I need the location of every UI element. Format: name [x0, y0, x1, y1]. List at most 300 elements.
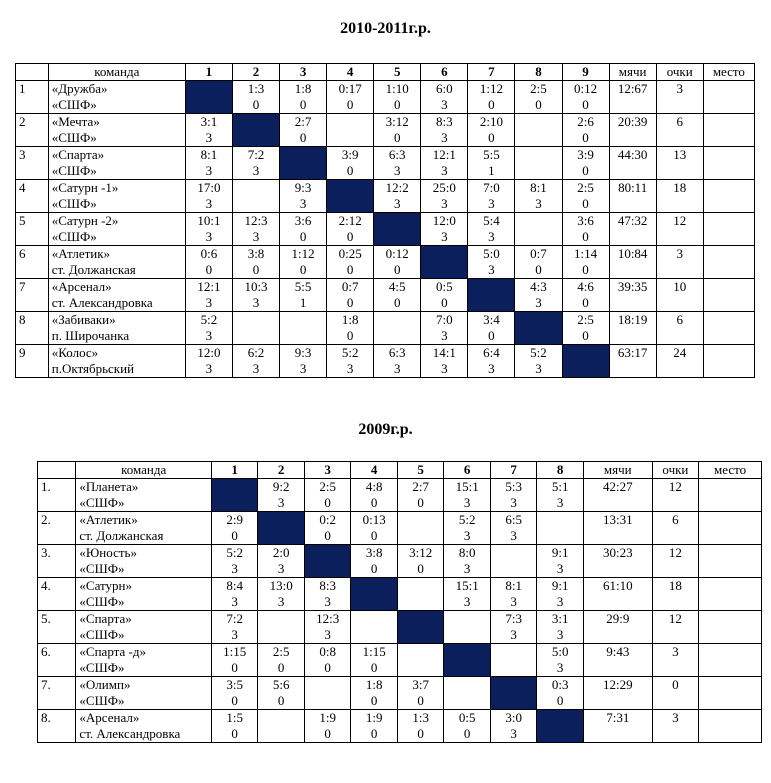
table-row: [38, 611, 762, 628]
points-cell: 3: [185, 361, 232, 378]
score-cell: [515, 213, 562, 230]
points-cell: 0: [327, 97, 374, 114]
score-cell: 2:6: [562, 114, 609, 131]
points-cell: 0: [562, 163, 609, 180]
score-cell: 1:9: [351, 710, 398, 727]
points-cell: 0: [211, 660, 258, 677]
points-cell: 0: [421, 295, 468, 312]
points-cell: 0: [258, 693, 305, 710]
score-cell: 5:0: [468, 246, 515, 263]
points-cell: 0: [468, 328, 515, 345]
row-number: 6: [16, 246, 49, 279]
place-cell: [699, 479, 762, 512]
team-name: «Сатурн -1»: [48, 180, 185, 197]
score-cell: 12:2: [374, 180, 421, 197]
score-cell: 3:0: [490, 710, 537, 727]
table-row: [38, 545, 762, 562]
score-cell: 0:17: [327, 81, 374, 98]
points-cell: 0: [211, 528, 258, 545]
header-points: очки: [652, 462, 699, 479]
team-location: «СШФ»: [76, 561, 211, 578]
balls-total: 18:19: [609, 312, 656, 345]
score-cell: [258, 710, 305, 727]
team-name: «Спарта -д»: [76, 644, 211, 661]
score-cell: 0:8: [304, 644, 351, 661]
points-cell: 3: [421, 163, 468, 180]
row-number: 2.: [38, 512, 76, 545]
table-row: [38, 479, 762, 496]
row-number: 3: [16, 147, 49, 180]
points-cell: 3: [232, 163, 279, 180]
points-total: 3: [656, 81, 703, 114]
score-cell: 8:3: [421, 114, 468, 131]
place-cell: [703, 246, 754, 279]
points-cell: [515, 163, 562, 180]
points-cell: 3: [537, 594, 584, 611]
standings-table-2009: [37, 461, 762, 743]
points-cell: 3: [185, 130, 232, 147]
score-cell: [444, 677, 491, 694]
points-cell: 0: [327, 328, 374, 345]
points-cell: 0: [232, 262, 279, 279]
balls-total: 9:43: [583, 644, 652, 677]
score-cell: 2:7: [280, 114, 327, 131]
balls-total: 20:39: [609, 114, 656, 147]
points-cell: [374, 328, 421, 345]
points-cell: [537, 528, 584, 545]
place-cell: [703, 345, 754, 378]
score-cell: 0:7: [515, 246, 562, 263]
points-total: 18: [656, 180, 703, 213]
points-cell: 3: [211, 627, 258, 644]
place-cell: [703, 312, 754, 345]
points-total: 6: [656, 114, 703, 147]
points-cell: 3: [537, 495, 584, 512]
points-cell: 3: [515, 196, 562, 213]
diagonal-cell: [280, 147, 327, 180]
score-cell: 5:4: [468, 213, 515, 230]
team-location: ст. Должанская: [76, 528, 211, 545]
score-cell: 3:7: [397, 677, 444, 694]
header-col-5: 5: [374, 64, 421, 81]
points-cell: [397, 594, 444, 611]
header-blank: [16, 64, 49, 81]
score-cell: 1:8: [327, 312, 374, 329]
row-number: 2: [16, 114, 49, 147]
points-cell: [232, 328, 279, 345]
score-cell: 14:1: [421, 345, 468, 362]
points-cell: 3: [304, 627, 351, 644]
points-cell: 3: [490, 627, 537, 644]
header-row: [16, 64, 755, 81]
header-row: [38, 462, 762, 479]
points-cell: [327, 130, 374, 147]
table2-title: 2009г.р.: [358, 421, 413, 438]
header-col-7: 7: [468, 64, 515, 81]
points-total: 3: [652, 710, 699, 743]
score-cell: 3:1: [185, 114, 232, 131]
score-cell: 5:2: [211, 545, 258, 562]
table-row: [38, 512, 762, 529]
points-cell: 0: [304, 660, 351, 677]
balls-total: 80:11: [609, 180, 656, 213]
points-cell: 3: [444, 594, 491, 611]
score-cell: 12:0: [185, 345, 232, 362]
table-row: [38, 710, 762, 727]
points-cell: 3: [468, 196, 515, 213]
header-place: место: [703, 64, 754, 81]
score-cell: 1:14: [562, 246, 609, 263]
score-cell: [351, 611, 398, 628]
team-name: «Спарта»: [48, 147, 185, 164]
points-cell: 3: [185, 196, 232, 213]
score-cell: 3:9: [562, 147, 609, 164]
score-cell: 1:12: [468, 81, 515, 98]
diagonal-cell: [211, 479, 258, 512]
balls-total: 47:32: [609, 213, 656, 246]
points-cell: 1: [280, 295, 327, 312]
score-cell: 1:12: [280, 246, 327, 263]
points-total: 6: [656, 312, 703, 345]
points-cell: 3: [280, 196, 327, 213]
points-cell: 0: [280, 130, 327, 147]
points-cell: 0: [374, 97, 421, 114]
points-cell: 3: [537, 627, 584, 644]
points-cell: [397, 528, 444, 545]
header-team: команда: [76, 462, 211, 479]
points-cell: 0: [327, 163, 374, 180]
diagonal-cell: [327, 180, 374, 213]
score-cell: 1:15: [351, 644, 398, 661]
team-location: «СШФ»: [76, 660, 211, 677]
points-cell: 0: [280, 229, 327, 246]
header-col-8: 8: [515, 64, 562, 81]
points-cell: 0: [444, 726, 491, 743]
points-cell: 0: [562, 295, 609, 312]
points-cell: 3: [374, 361, 421, 378]
score-cell: 25:0: [421, 180, 468, 197]
points-cell: 0: [515, 262, 562, 279]
score-cell: [304, 677, 351, 694]
score-cell: 0:3: [537, 677, 584, 694]
team-name: «Забиваки»: [48, 312, 185, 329]
points-cell: [280, 328, 327, 345]
row-number: 6.: [38, 644, 76, 677]
score-cell: 4:3: [515, 279, 562, 296]
score-cell: [258, 611, 305, 628]
diagonal-cell: [537, 710, 584, 743]
points-total: 10: [656, 279, 703, 312]
score-cell: 0:2: [304, 512, 351, 529]
points-cell: 0: [397, 693, 444, 710]
score-cell: 9:1: [537, 578, 584, 595]
score-cell: 0:13: [351, 512, 398, 529]
balls-total: 63:17: [609, 345, 656, 378]
row-number: 5: [16, 213, 49, 246]
score-cell: 12:3: [232, 213, 279, 230]
score-cell: 6:5: [490, 512, 537, 529]
diagonal-cell: [468, 279, 515, 312]
score-cell: 15:1: [444, 479, 491, 496]
points-cell: 3: [327, 361, 374, 378]
points-cell: 3: [444, 495, 491, 512]
points-total: 3: [656, 246, 703, 279]
score-cell: 2:7: [397, 479, 444, 496]
points-cell: [490, 561, 537, 578]
score-cell: 7:0: [421, 312, 468, 329]
points-cell: 3: [444, 528, 491, 545]
table-row: [16, 213, 755, 230]
points-cell: 0: [468, 130, 515, 147]
points-total: 0: [652, 677, 699, 710]
diagonal-cell: [444, 644, 491, 677]
points-cell: [490, 660, 537, 677]
table-row: [16, 279, 755, 296]
team-name: «Спарта»: [76, 611, 211, 628]
diagonal-cell: [490, 677, 537, 710]
points-total: 6: [652, 512, 699, 545]
table-row: [16, 312, 755, 329]
points-cell: 0: [562, 97, 609, 114]
place-cell: [703, 147, 754, 180]
points-cell: 3: [232, 361, 279, 378]
standings-table-2010-2011: [15, 63, 755, 378]
score-cell: 2:5: [562, 180, 609, 197]
points-cell: 0: [562, 328, 609, 345]
row-number: 5.: [38, 611, 76, 644]
score-cell: [327, 114, 374, 131]
row-number: 7: [16, 279, 49, 312]
score-cell: 6:4: [468, 345, 515, 362]
place-cell: [699, 611, 762, 644]
score-cell: 1:9: [304, 710, 351, 727]
header-col-1: 1: [211, 462, 258, 479]
score-cell: 10:3: [232, 279, 279, 296]
points-cell: 3: [258, 594, 305, 611]
header-team: команда: [48, 64, 185, 81]
points-cell: 0: [562, 196, 609, 213]
header-col-3: 3: [304, 462, 351, 479]
score-cell: [515, 147, 562, 164]
points-cell: [515, 229, 562, 246]
points-cell: 3: [374, 196, 421, 213]
points-cell: [232, 196, 279, 213]
team-name: «Колос»: [48, 345, 185, 362]
place-cell: [699, 545, 762, 578]
score-cell: 2:5: [515, 81, 562, 98]
header-place: место: [699, 462, 762, 479]
points-total: 13: [656, 147, 703, 180]
points-cell: 0: [397, 726, 444, 743]
balls-total: 30:23: [583, 545, 652, 578]
points-cell: 0: [351, 561, 398, 578]
score-cell: [397, 512, 444, 529]
score-cell: 3:8: [351, 545, 398, 562]
points-cell: 0: [304, 726, 351, 743]
points-cell: 3: [515, 295, 562, 312]
score-cell: 5:6: [258, 677, 305, 694]
points-cell: 0: [351, 495, 398, 512]
place-cell: [699, 710, 762, 743]
points-cell: 0: [327, 295, 374, 312]
points-cell: 1: [468, 163, 515, 180]
score-cell: [490, 644, 537, 661]
team-name: «Атлетик»: [76, 512, 211, 529]
points-total: 12: [652, 479, 699, 512]
team-location: «СШФ»: [48, 229, 185, 246]
score-cell: 5:5: [280, 279, 327, 296]
diagonal-cell: [351, 578, 398, 611]
score-cell: 5:2: [444, 512, 491, 529]
points-cell: 3: [515, 361, 562, 378]
balls-total: 10:84: [609, 246, 656, 279]
score-cell: 3:5: [211, 677, 258, 694]
score-cell: 12:0: [421, 213, 468, 230]
team-location: п.Октябрьский: [48, 361, 185, 378]
points-cell: 0: [211, 693, 258, 710]
points-cell: 0: [351, 528, 398, 545]
team-name: «Арсенал»: [48, 279, 185, 296]
score-cell: 7:2: [211, 611, 258, 628]
team-location: «СШФ»: [48, 163, 185, 180]
row-number: 3.: [38, 545, 76, 578]
points-cell: 3: [185, 328, 232, 345]
diagonal-cell: [397, 611, 444, 644]
score-cell: 7:3: [490, 611, 537, 628]
balls-total: 42:27: [583, 479, 652, 512]
score-cell: [490, 545, 537, 562]
team-name: «Юность»: [76, 545, 211, 562]
table-row: [16, 246, 755, 263]
points-cell: 3: [421, 196, 468, 213]
place-cell: [703, 114, 754, 147]
points-cell: 3: [211, 594, 258, 611]
score-cell: 1:3: [232, 81, 279, 98]
points-cell: 0: [562, 130, 609, 147]
diagonal-cell: [515, 312, 562, 345]
score-cell: 7:2: [232, 147, 279, 164]
points-cell: 0: [351, 726, 398, 743]
balls-total: 7:31: [583, 710, 652, 743]
score-cell: 0:6: [185, 246, 232, 263]
header-col-8: 8: [537, 462, 584, 479]
score-cell: 6:3: [374, 345, 421, 362]
score-cell: 4:8: [351, 479, 398, 496]
place-cell: [699, 578, 762, 611]
points-cell: 3: [185, 163, 232, 180]
score-cell: 8:1: [515, 180, 562, 197]
diagonal-cell: [421, 246, 468, 279]
place-cell: [703, 81, 754, 114]
row-number: 8.: [38, 710, 76, 743]
balls-total: 61:10: [583, 578, 652, 611]
score-cell: [515, 114, 562, 131]
score-cell: 13:0: [258, 578, 305, 595]
place-cell: [699, 677, 762, 710]
header-blank: [38, 462, 76, 479]
place-cell: [699, 644, 762, 677]
score-cell: 6:3: [374, 147, 421, 164]
score-cell: 9:3: [280, 345, 327, 362]
points-cell: [444, 627, 491, 644]
score-cell: 0:12: [374, 246, 421, 263]
points-cell: 3: [444, 561, 491, 578]
points-cell: 0: [211, 726, 258, 743]
score-cell: 5:3: [490, 479, 537, 496]
row-number: 4: [16, 180, 49, 213]
score-cell: 3:9: [327, 147, 374, 164]
score-cell: 3:1: [537, 611, 584, 628]
points-cell: 3: [468, 262, 515, 279]
score-cell: 12:1: [421, 147, 468, 164]
header-col-7: 7: [490, 462, 537, 479]
score-cell: 6:2: [232, 345, 279, 362]
score-cell: 5:2: [515, 345, 562, 362]
team-name: «Олимп»: [76, 677, 211, 694]
table-row: [16, 147, 755, 164]
table1-title: 2010-2011г.р.: [340, 20, 431, 37]
row-number: 7.: [38, 677, 76, 710]
points-cell: 0: [304, 528, 351, 545]
points-cell: 0: [327, 262, 374, 279]
team-location: ст. Александровка: [48, 295, 185, 312]
header-col-2: 2: [232, 64, 279, 81]
header-col-1: 1: [185, 64, 232, 81]
score-cell: 10:1: [185, 213, 232, 230]
points-total: 18: [652, 578, 699, 611]
points-cell: 3: [468, 229, 515, 246]
points-cell: 0: [232, 97, 279, 114]
score-cell: 17:0: [185, 180, 232, 197]
header-col-5: 5: [397, 462, 444, 479]
header-balls: мячи: [609, 64, 656, 81]
balls-total: 39:35: [609, 279, 656, 312]
points-cell: 0: [515, 97, 562, 114]
table-row: [16, 114, 755, 131]
score-cell: 8:1: [185, 147, 232, 164]
header-col-6: 6: [444, 462, 491, 479]
row-number: 8: [16, 312, 49, 345]
points-cell: [304, 693, 351, 710]
score-cell: [397, 644, 444, 661]
score-cell: 1:8: [351, 677, 398, 694]
score-cell: [280, 312, 327, 329]
points-cell: 3: [537, 561, 584, 578]
points-cell: 0: [397, 561, 444, 578]
team-name: «Сатурн -2»: [48, 213, 185, 230]
header-col-3: 3: [280, 64, 327, 81]
team-location: «СШФ»: [48, 196, 185, 213]
points-cell: 3: [537, 660, 584, 677]
score-cell: 3:12: [374, 114, 421, 131]
table-row: [16, 345, 755, 362]
points-cell: 3: [421, 361, 468, 378]
diagonal-cell: [185, 81, 232, 114]
score-cell: 1:15: [211, 644, 258, 661]
score-cell: 9:3: [280, 180, 327, 197]
points-cell: 0: [562, 262, 609, 279]
row-number: 1: [16, 81, 49, 114]
points-cell: [444, 693, 491, 710]
points-cell: 0: [562, 229, 609, 246]
points-cell: 0: [374, 262, 421, 279]
score-cell: 3:6: [562, 213, 609, 230]
score-cell: 2:5: [304, 479, 351, 496]
points-total: 12: [656, 213, 703, 246]
diagonal-cell: [304, 545, 351, 578]
score-cell: 2:9: [211, 512, 258, 529]
team-location: «СШФ»: [48, 130, 185, 147]
